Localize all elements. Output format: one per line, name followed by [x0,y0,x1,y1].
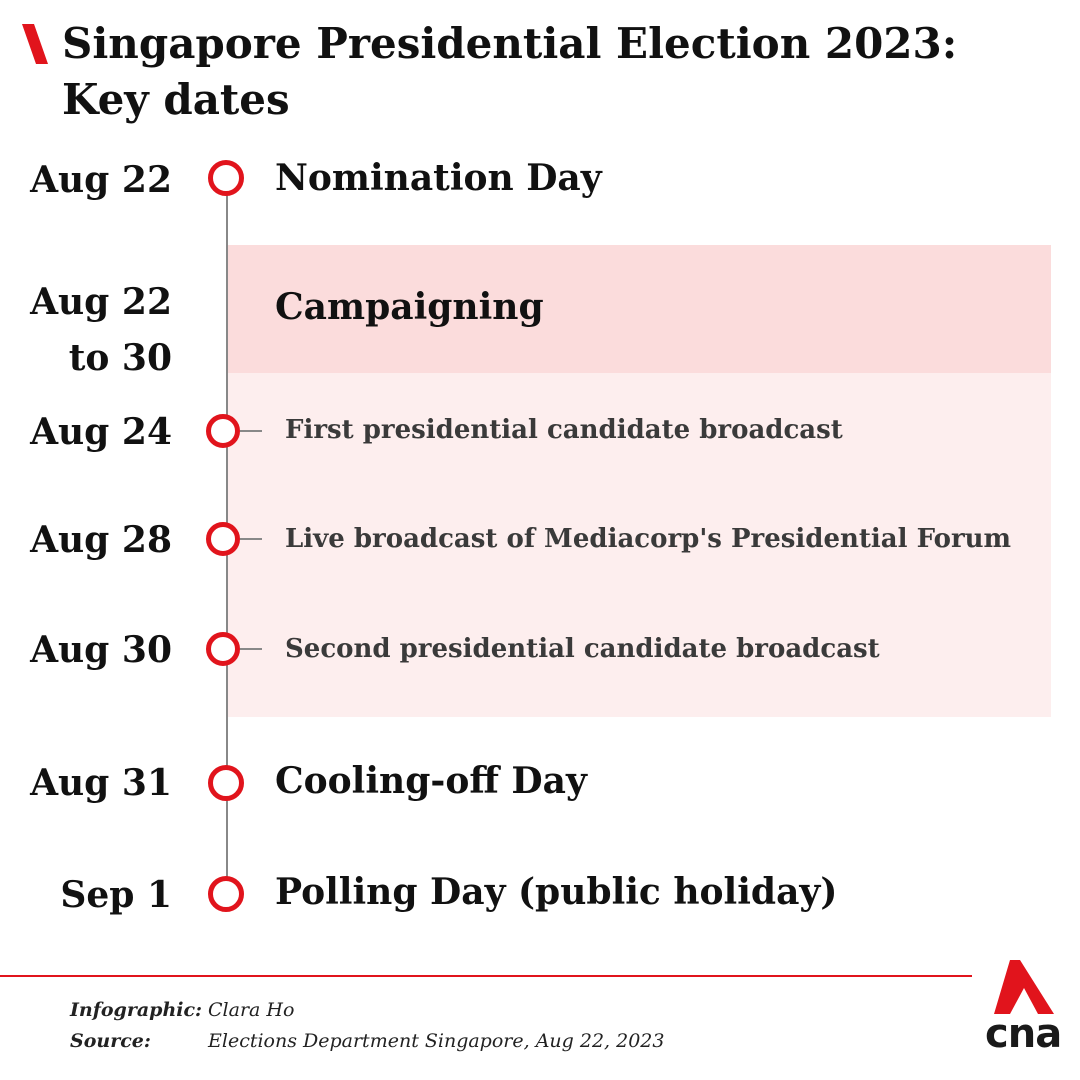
title-line-2: Key dates [62,75,290,124]
event-label-second-broadcast: Second presidential candidate broadcast [285,634,880,664]
date-nomination: Aug 22 [30,159,172,201]
credit-infographic-value: Clara Ho [208,999,295,1021]
date-polling: Sep 1 [60,874,172,916]
date-campaigning-line-1: Aug 22 [30,281,172,323]
timeline-node-first-broadcast [206,414,240,448]
event-label-nomination: Nomination Day [275,157,602,199]
date-presidential-forum: Aug 28 [30,519,172,561]
timeline-node-second-broadcast [206,632,240,666]
event-label-campaigning: Campaigning [275,286,544,328]
event-label-first-broadcast: First presidential candidate broadcast [285,415,843,445]
date-campaigning-line-2: to 30 [68,337,172,379]
credit-source-key: Source: [70,1030,151,1052]
timeline-node-presidential-forum [206,522,240,556]
timeline-node-polling [208,876,244,912]
timeline-node-cooling-off [208,765,244,801]
footer-rule [0,975,972,977]
event-label-cooling-off: Cooling-off Day [275,760,587,802]
timeline-node-nomination [208,160,244,196]
title-accent-icon [22,24,48,64]
page-title [62,16,962,128]
tick-second-broadcast [240,648,262,650]
title-line-1: Singapore Presidential Election 2023: [62,19,958,68]
date-first-broadcast: Aug 24 [30,411,172,453]
tick-first-broadcast [240,430,262,432]
cna-logo-text: cna [985,1011,1062,1057]
event-label-presidential-forum: Live broadcast of Mediacorp's Presidential Forum [285,524,1012,554]
credit-source-value: Elections Department Singapore, Aug 22, 2023 [208,1030,665,1052]
tick-presidential-forum [240,538,262,540]
event-label-polling: Polling Day (public holiday) [275,871,838,913]
date-second-broadcast: Aug 30 [30,629,172,671]
date-cooling-off: Aug 31 [30,762,172,804]
credit-infographic-key: Infographic: [70,999,203,1021]
date-campaigning [30,274,172,386]
